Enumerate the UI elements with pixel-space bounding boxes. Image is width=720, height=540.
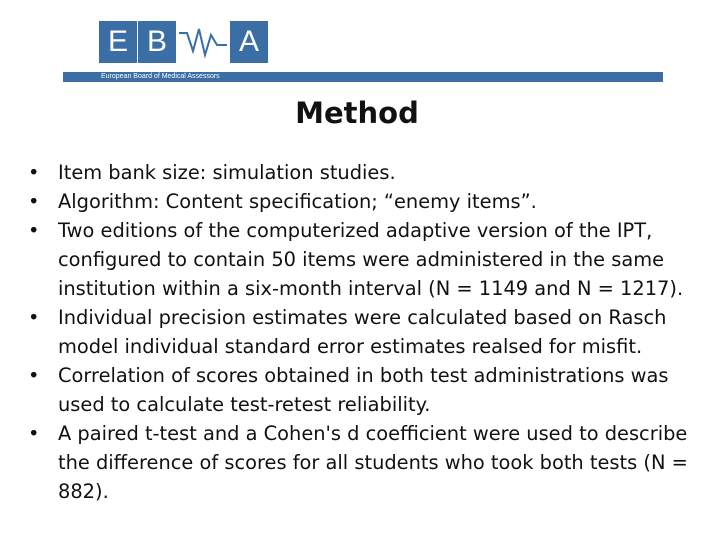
logo-pulse-icon bbox=[177, 21, 229, 63]
bullet-dot: • bbox=[28, 219, 40, 242]
bullet-text: Item bank size: simulation studies. bbox=[58, 161, 396, 184]
bullet-item bbox=[28, 187, 696, 216]
logo-tagline: European Board of Medical Assessors bbox=[101, 73, 220, 80]
ebma-logo bbox=[99, 21, 269, 63]
slide-title: Method bbox=[295, 96, 419, 130]
logo-letter-a: A bbox=[230, 21, 268, 63]
bullet-dot: • bbox=[28, 306, 40, 329]
bullet-list bbox=[28, 158, 696, 506]
bullet-item bbox=[28, 419, 696, 506]
bullet-text: Correlation of scores obtained in both test administrations was used to calculate test-retest reliability. bbox=[58, 364, 669, 416]
bullet-dot: • bbox=[28, 422, 40, 445]
bullet-dot: • bbox=[28, 190, 40, 213]
bullet-text: Two editions of the computerized adaptive version of the IPT, configured to contain 50 items were administered in the same institution within a six-month interval (N = 1149 and N = 1217). bbox=[58, 219, 684, 300]
bullet-dot: • bbox=[28, 161, 40, 184]
bullet-text: A paired t-test and a Cohen's d coefficient were used to describe the difference of scores for all students who took both tests (N = 882). bbox=[58, 422, 688, 503]
bullet-item bbox=[28, 303, 696, 361]
bullet-item bbox=[28, 216, 696, 303]
logo-letter-b: B bbox=[138, 21, 176, 63]
bullet-item bbox=[28, 158, 696, 187]
logo-letter-e: E bbox=[99, 21, 137, 63]
bullet-text: Algorithm: Content specification; “enemy items”. bbox=[58, 190, 537, 213]
bullet-dot: • bbox=[28, 364, 40, 387]
bullet-text: Individual precision estimates were calculated based on Rasch model individual standard error estimates realsed for misfit. bbox=[58, 306, 667, 358]
bullet-item bbox=[28, 361, 696, 419]
